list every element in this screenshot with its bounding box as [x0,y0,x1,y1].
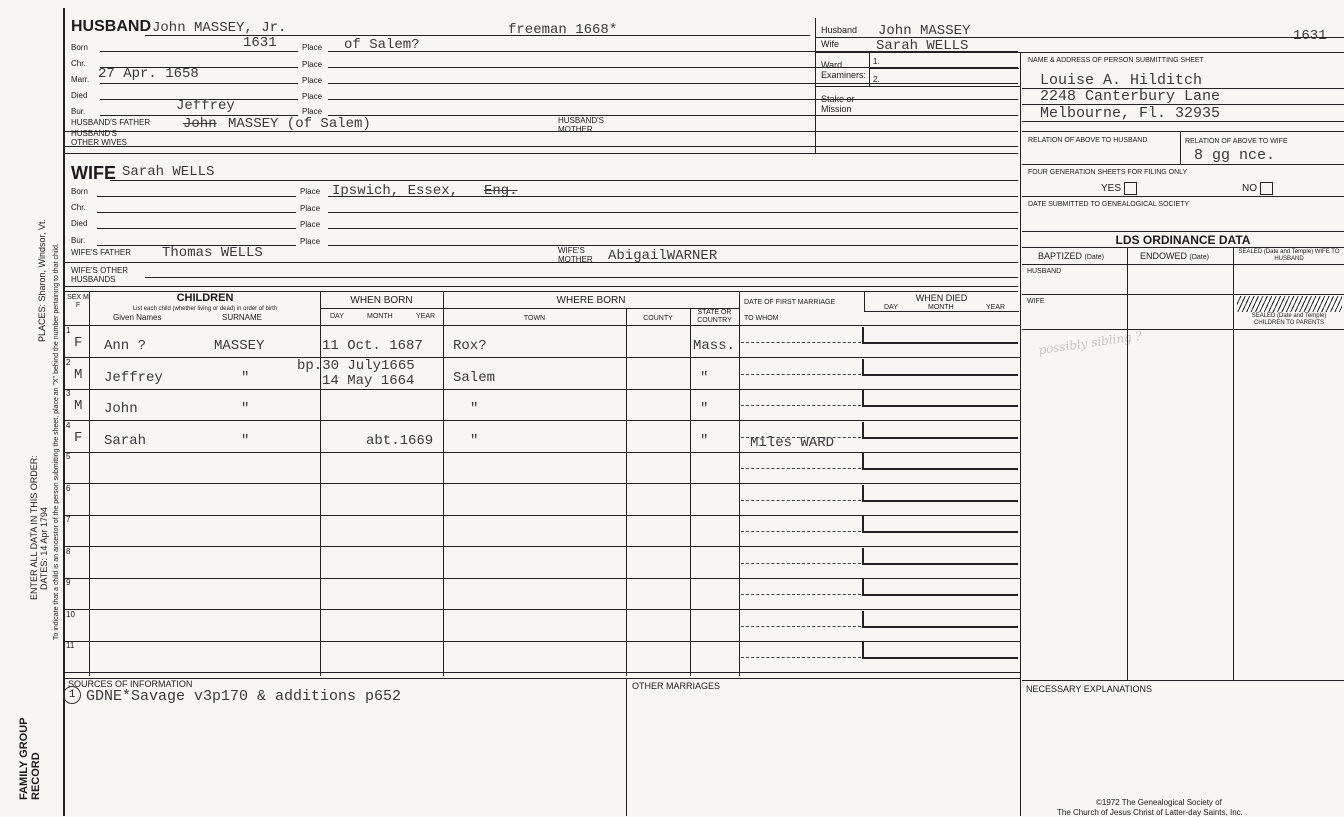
child-row-number: 10 [66,610,75,619]
husband-born-label: Born [71,43,88,52]
child-sex[interactable]: M [74,367,83,383]
death-date-line [862,531,1018,533]
rp-husband-value[interactable]: John MASSEY [878,23,971,39]
death-date-line [862,563,1018,565]
first-marriage-header: DATE OF FIRST MARRIAGE [744,299,836,306]
rp-ward-label: Ward [821,60,843,70]
copyright-line-1: ©1972 The Genealogical Society of [1096,798,1222,807]
sources-label: SOURCES OF INFORMATION [68,679,193,689]
rp-rel-husband-label: RELATION OF ABOVE TO HUSBAND [1028,137,1148,144]
row-divider [65,515,1020,516]
child-row-number: 11 [66,641,75,650]
child-birth-date[interactable]: 14 May 1664 [322,373,415,389]
child-birth-state[interactable]: " [700,370,709,386]
child-row-number: 5 [66,452,71,461]
row-divider [65,452,1020,453]
child-given-name[interactable]: Sarah [104,433,147,449]
husband-father-name[interactable]: MASSEY (of Salem) [228,116,371,132]
death-date-line [862,374,1018,376]
necessary-explanations-label: NECESSARY EXPLANATIONS [1026,684,1153,694]
to-whom-header: TO WHOM [744,315,779,322]
death-date-line [862,437,1018,439]
rp-yes-option[interactable]: YES [1101,182,1137,195]
rp-submitter-line-2: 2248 Canterbury Lane [1040,88,1221,105]
wife-born-place[interactable]: Ipswich, Essex, [332,183,459,199]
husband-heading: HUSBAND [71,18,151,35]
husband-born-date[interactable]: 1631 [243,35,277,51]
child-birth-town[interactable]: Rox? [453,338,487,354]
marriage-date-line [741,437,861,438]
husband-mother-label: HUSBAND'S MOTHER [558,116,604,134]
child-given-name[interactable]: Jeffrey [104,370,163,386]
husband-died-label: Died [71,91,88,100]
death-date-line [862,594,1018,596]
row-divider [65,389,1020,390]
wife-other-husbands-label: WIFE'S OTHER HUSBANDS [71,266,129,284]
children-subheader: List each child (whether living or dead) in order of birth [132,306,278,312]
husband-note: freeman 1668* [508,22,618,38]
lds-title: LDS ORDINANCE DATA [1115,233,1251,247]
when-born-header: WHEN BORN [350,295,413,306]
child-baptism-date[interactable]: bp.30 July1665 [297,358,415,374]
lds-endowed-label: ENDOWED (Date) [1140,251,1209,261]
child-given-name[interactable]: Ann ? [104,338,147,354]
row-divider [65,672,1020,673]
marriage-date-line [741,500,861,501]
row-divider [65,483,1020,484]
lds-wife-row: WIFE [1027,298,1045,305]
row-divider [65,641,1020,642]
row-divider [65,578,1020,579]
marriage-date-line [741,531,861,532]
marriage-date-line [741,626,861,627]
when-died-header: WHEN DIED [915,293,968,303]
row-divider [65,420,1020,421]
rp-wife-label: Wife [821,39,839,49]
rp-examiner-1: 1. [873,57,880,66]
surname-header: SURNAME [222,313,263,322]
child-birth-state[interactable]: " [700,401,709,417]
child-row-number: 3 [66,389,71,398]
child-surname[interactable]: " [241,370,250,386]
wife-born-place-struck: Eng. [484,183,518,199]
child-surname[interactable]: " [241,401,250,417]
husband-marr-label: Marr. [71,75,90,84]
child-row-number: 9 [66,578,71,587]
child-row-number: 2 [66,358,71,367]
sex-header: SEX M F [67,294,89,309]
child-surname[interactable]: " [241,433,250,449]
rp-submitter-label: NAME & ADDRESS OF PERSON SUBMITTING SHEET [1028,57,1204,64]
child-given-name[interactable]: John [104,401,138,417]
marriage-date-line [741,563,861,564]
yes-checkbox[interactable] [1124,182,1137,195]
rp-examiners-label: Examiners: [821,70,867,80]
death-date-line [862,342,1018,344]
husband-chr-label: Chr. [71,59,86,68]
rp-no-option[interactable]: NO [1242,182,1273,195]
death-date-line [862,657,1018,659]
no-checkbox[interactable] [1260,182,1273,195]
child-row-number: 8 [66,547,71,556]
sealed-hatch [1237,296,1342,312]
side-instruction-text: To indicate that a child is an ancestor of the person submitting the sheet, place an "X" behind the number pertaining to that child. [53,243,60,640]
marriage-date-line [741,374,861,375]
child-birth-date[interactable]: abt.1669 [366,433,434,449]
husband-name[interactable]: John MASSEY, Jr. [152,20,287,36]
wife-mother-label: WIFE'S MOTHER [558,246,593,264]
death-date-line [862,468,1018,470]
husband-born-place[interactable]: of Salem? [344,37,420,53]
rp-submitter-line-3: Melbourne, Fl. 32935 [1040,105,1221,122]
child-birth-date[interactable]: 11 Oct. 1687 [322,338,423,354]
wife-chr-label: Chr. [71,203,86,212]
child-sex[interactable]: F [74,335,83,351]
husband-bur-note: Jeffrey [176,98,235,114]
wife-died-label: Died [71,219,88,228]
side-enter-text: ENTER ALL DATA IN THIS ORDER: [29,455,39,600]
husband-father-struck: John [183,116,217,132]
marriage-date-line [741,468,861,469]
side-dates-text: DATES: 14 Apr 1794 [39,507,49,590]
marriage-date-line [741,342,861,343]
husband-father-label: HUSBAND'S FATHER [71,118,151,127]
source-entry-text[interactable]: GDNE*Savage v3p170 & additions p652 [86,688,402,705]
child-row-number: 6 [66,484,71,493]
rp-examiner-2: 2. [873,75,880,84]
death-date-line [862,626,1018,628]
rp-stake-label: Stake or Mission [821,94,855,114]
child-birth-town[interactable]: " [470,433,479,449]
death-date-line [862,405,1018,407]
rp-wife-value[interactable]: Sarah WELLS [876,38,969,54]
child-row-number: 1 [66,326,71,335]
given-names-header: Given Names [113,313,162,322]
wife-father-name[interactable]: Thomas WELLS [162,245,263,261]
child-birth-town[interactable]: " [470,401,479,417]
marriage-date-line [741,405,861,406]
where-born-header: WHERE BORN [556,295,626,306]
copyright-line-2: The Church of Jesus Christ of Latter-day Saints, Inc. [1057,808,1243,817]
rp-rel-wife-label: RELATION OF ABOVE TO WIFE [1185,138,1288,145]
right-panel-divider [1020,52,1021,816]
rp-four-gen-label: FOUR GENERATION SHEETS FOR FILING ONLY [1028,169,1188,176]
wife-name[interactable]: Sarah WELLS [122,164,215,180]
child-birth-state[interactable]: Mass. [693,338,736,354]
husband-marr-date[interactable]: 27 Apr. 1658 [98,66,199,82]
pencil-note: possibly sibling ? [1037,328,1143,358]
family-group-record-label: FAMILY GROUP RECORD [18,717,42,800]
child-birth-state[interactable]: " [700,433,709,449]
wife-heading: WIFE [71,163,116,183]
wife-bur-label: Bur. [71,236,86,245]
child-surname[interactable]: MASSEY [214,338,265,354]
lds-baptized-label: BAPTIZED (Date) [1038,251,1104,261]
row-divider [65,546,1020,547]
source-entry-number: 1 [63,686,81,704]
child-row-number: 7 [66,515,71,524]
death-date-line [862,500,1018,502]
marriage-date-line [741,657,861,658]
rp-submitter-line-1: Louise A. Hilditch [1040,72,1203,89]
husband-bur-label: Bur. [71,107,86,116]
row-divider [65,609,1020,610]
child-sex[interactable]: M [74,398,83,414]
rp-corner-year: 1631 [1293,28,1327,44]
side-places-text: PLACES: Sharon, Windsor, Vt. [37,218,47,342]
wife-father-label: WIFE'S FATHER [71,248,132,257]
child-row-number: 4 [66,421,71,430]
other-marriages-label: OTHER MARRIAGES [632,681,721,691]
children-header: CHILDREN [176,292,234,304]
lds-sealed-children-label: SEALED (Date and Temple) CHILDREN TO PARENTS [1251,313,1327,326]
wife-mother-name[interactable]: AbigailWARNER [608,248,718,264]
husband-other-wives-label: HUSBAND'S OTHER WIVES [71,129,128,147]
marriage-date-line [741,594,861,595]
rp-date-submitted-label: DATE SUBMITTED TO GENEALOGICAL SOCIETY [1028,201,1190,208]
lds-sealed-label: SEALED (Date and Temple) WIFE TO HUSBAND [1238,249,1340,262]
child-birth-town[interactable]: Salem [453,370,496,386]
lds-husband-row: HUSBAND [1027,268,1062,275]
wife-born-label: Born [71,187,88,196]
rp-rel-wife-value: 8 gg nce. [1194,147,1276,164]
rp-husband-label: Husband [821,25,858,35]
husband-born-place-label: Place [302,43,323,52]
child-sex[interactable]: F [74,430,83,446]
row-divider [65,357,1020,358]
child-spouse[interactable]: Miles WARD [750,435,835,451]
